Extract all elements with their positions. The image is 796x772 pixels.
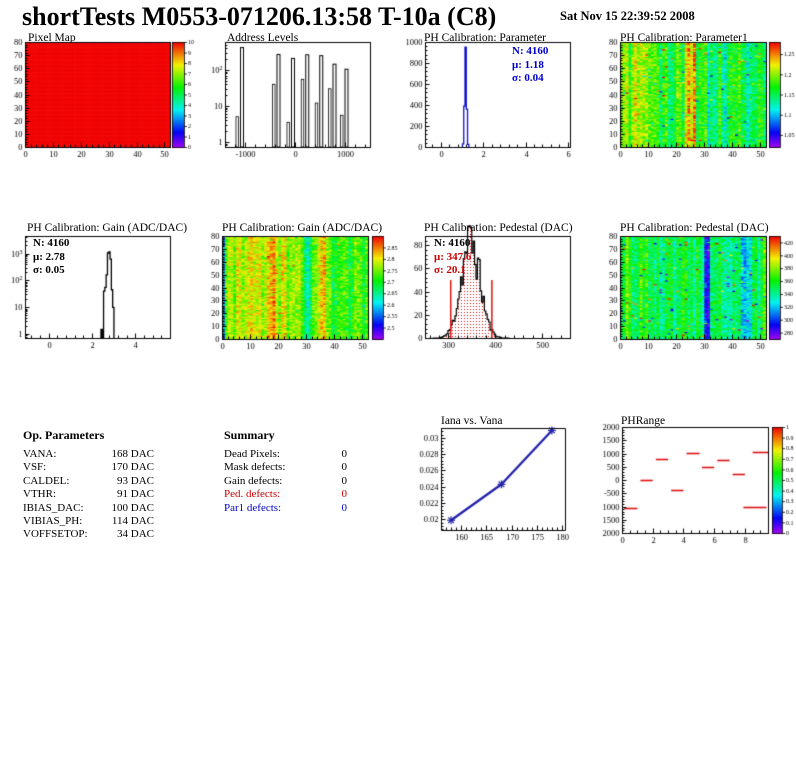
- ph-parameter-stats: [512, 45, 548, 86]
- summary-value: 0: [341, 474, 347, 487]
- stat-line: N: 4160: [512, 45, 549, 57]
- summary-label: Par1 defects:: [224, 501, 282, 514]
- timestamp: Sat Nov 15 22:39:52 2008: [560, 9, 695, 23]
- param-label: VANA:: [23, 448, 57, 460]
- param-value: 93 DAC: [117, 474, 154, 487]
- stat-line: N: 4160: [33, 237, 70, 249]
- stat-line: μ: 347.6: [434, 250, 472, 263]
- param-label: VOFFSETOP:: [23, 528, 88, 541]
- summary-label: Gain defects:: [224, 474, 283, 487]
- pedestal-hist-chart: [400, 218, 600, 353]
- stat-line: μ: 1.18: [512, 58, 544, 71]
- param-label: VIBIAS_PH:: [23, 515, 83, 528]
- summary-title: Summary: [224, 428, 275, 442]
- page-title: shortTests M0553-071206.13:58 T-10a (C8): [22, 2, 497, 31]
- param-value: 114 DAC: [111, 515, 154, 528]
- summary-row: [224, 448, 347, 461]
- stat-line: σ: 0.04: [512, 72, 544, 84]
- stat-line: σ: 0.05: [33, 264, 65, 276]
- param-label: VTHR:: [23, 488, 56, 501]
- pixel-map-chart: [0, 33, 200, 163]
- pedestal-map-chart: [600, 218, 796, 353]
- summary-panel: [224, 428, 347, 515]
- param-label: IBIAS_DAC:: [23, 501, 84, 514]
- summary-row: [224, 461, 347, 474]
- param-value: 34 DAC: [117, 528, 154, 541]
- op-parameters-panel: [23, 428, 154, 542]
- op-parameter-row: [23, 448, 154, 461]
- op-parameter-row: [23, 502, 154, 515]
- ph-parameter-chart: [400, 33, 600, 163]
- param-value: 91 DAC: [117, 488, 154, 501]
- summary-value: 0: [341, 461, 347, 474]
- iana-vana-chart: [400, 410, 600, 545]
- param-value: 100 DAC: [111, 501, 154, 514]
- op-parameter-row: [23, 488, 154, 501]
- stat-line: μ: 2.78: [33, 250, 65, 263]
- op-parameter-row: [23, 461, 154, 474]
- summary-label: Mask defects:: [224, 461, 286, 474]
- param-value: 170 DAC: [111, 461, 154, 474]
- summary-row: [224, 488, 347, 501]
- stat-line: N: 4160: [434, 237, 471, 249]
- stat-line: σ: 20.1: [434, 264, 466, 276]
- summary-value: 0: [341, 501, 347, 514]
- summary-row: [224, 502, 347, 515]
- summary-value: 0: [341, 448, 347, 460]
- gain-hist-stats: [33, 237, 69, 278]
- summary-label: Ped. defects:: [224, 488, 281, 501]
- ph-parameter1-map-chart: [600, 33, 796, 163]
- address-levels-chart: [200, 33, 400, 163]
- op-parameter-row: [23, 528, 154, 541]
- phrange-chart: [600, 410, 796, 545]
- summary-row: [224, 475, 347, 488]
- param-label: VSF:: [23, 461, 47, 474]
- gain-hist-chart: [0, 218, 200, 353]
- param-value: 168 DAC: [111, 448, 154, 460]
- summary-label: Dead Pixels:: [224, 448, 280, 460]
- op-parameter-row: [23, 475, 154, 488]
- pedestal-hist-stats: [434, 237, 471, 278]
- gain-map-chart: [200, 218, 400, 353]
- op-parameters-title: Op. Parameters: [23, 428, 105, 442]
- param-label: CALDEL:: [23, 474, 70, 487]
- op-parameter-row: [23, 515, 154, 528]
- summary-value: 0: [341, 488, 347, 501]
